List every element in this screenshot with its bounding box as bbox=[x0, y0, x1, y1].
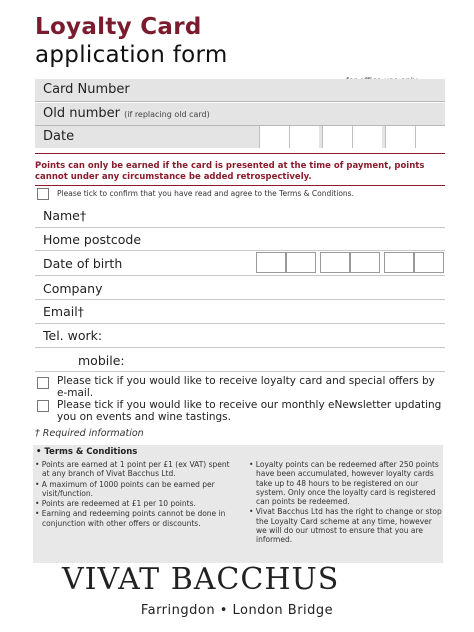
vivat-bacchus-logo: VIVAT BACCHUS bbox=[62, 562, 340, 597]
warning-top-rule bbox=[35, 153, 445, 154]
terms-item: • Points are earned at 1 point per £1 (ex VAT) spent at any branch of Vivat Bacchus Ltd. bbox=[35, 460, 230, 479]
date-digit-box[interactable] bbox=[352, 126, 382, 148]
card-number-label: Card Number bbox=[43, 82, 130, 97]
terms-item: • Earning and redeeming points cannot be done in conjunction with other offers or discounts. bbox=[35, 509, 226, 528]
warning-text: Points can only be earned if the card is presented at the time of payment, points cannot under any circumstance be added retrospectively. bbox=[35, 161, 425, 182]
terms-confirm-label: Please tick to confirm that you have read and agree to the Terms & Conditions. bbox=[57, 189, 354, 198]
date-digit-box[interactable] bbox=[322, 126, 352, 148]
terms-confirm-checkbox[interactable] bbox=[37, 188, 49, 200]
company-field-line[interactable] bbox=[35, 299, 445, 300]
card-number-field[interactable] bbox=[35, 79, 445, 101]
terms-right-column bbox=[248, 460, 444, 546]
postcode-label: Home postcode bbox=[43, 232, 142, 247]
email-field-line[interactable] bbox=[35, 323, 445, 324]
dob-field-line bbox=[35, 275, 445, 276]
company-label: Company bbox=[43, 281, 103, 296]
required-info-note: † Required information bbox=[35, 428, 144, 439]
old-number-field[interactable] bbox=[35, 103, 445, 125]
dob-digit-box[interactable] bbox=[384, 252, 414, 273]
old-number-note: (if replacing old card) bbox=[124, 110, 210, 119]
dob-digit-box[interactable] bbox=[256, 252, 286, 273]
email-offers-checkbox[interactable] bbox=[37, 377, 49, 389]
dob-digit-box[interactable] bbox=[320, 252, 350, 273]
email-offers-label: Please tick if you would like to receive loyalty card and special offers by e-mail. bbox=[57, 375, 435, 399]
branch-locations: Farringdon • London Bridge bbox=[140, 603, 334, 618]
name-label: Name† bbox=[43, 208, 87, 223]
old-number-label: Old number bbox=[43, 106, 120, 121]
office-date-label: Date bbox=[43, 129, 75, 144]
tel-work-label: Tel. work: bbox=[43, 328, 103, 343]
mobile-label: mobile: bbox=[78, 353, 125, 368]
date-digit-box[interactable] bbox=[289, 126, 319, 148]
terms-item: • A maximum of 1000 points can be earned per visit/function. bbox=[35, 479, 215, 498]
newsletter-checkbox[interactable] bbox=[37, 400, 49, 412]
form-title-line1: Loyalty Card bbox=[35, 14, 202, 40]
terms-heading: • Terms & Conditions bbox=[36, 447, 138, 457]
date-digit-box[interactable] bbox=[385, 126, 415, 148]
warning-bottom-rule bbox=[35, 185, 445, 186]
tel-work-field-line[interactable] bbox=[35, 347, 445, 348]
date-digit-box[interactable] bbox=[415, 126, 445, 148]
terms-left-column bbox=[34, 460, 234, 529]
terms-item: • Points are redeemed at £1 per 10 points. bbox=[35, 499, 196, 509]
terms-item: • Loyalty points can be redeemed after 250 points have been accumulated, however loyalty cards take up to 48 hours to be registered on our system. Only once the loyalty card is registered can points be redeemed. bbox=[249, 460, 439, 507]
dob-label: Date of birth bbox=[43, 256, 123, 271]
email-label: Email† bbox=[43, 304, 84, 319]
dob-digit-box[interactable] bbox=[350, 252, 380, 273]
dob-digit-box[interactable] bbox=[286, 252, 316, 273]
date-digit-box[interactable] bbox=[259, 126, 289, 148]
office-date-field[interactable] bbox=[35, 126, 445, 148]
postcode-field-line[interactable] bbox=[35, 250, 445, 251]
name-field-line[interactable] bbox=[35, 227, 445, 228]
terms-item: • Vivat Bacchus Ltd has the right to change or stop the Loyalty Card scheme at any time, however we will do our utmost to ensure that you are informed. bbox=[249, 507, 442, 545]
newsletter-label: Please tick if you would like to receive our monthly eNewsletter updating you on events and wine tastings. bbox=[57, 399, 442, 423]
mobile-field-line[interactable] bbox=[35, 371, 445, 372]
divider bbox=[35, 101, 445, 102]
dob-digit-box[interactable] bbox=[414, 252, 444, 273]
form-title-line2: application form bbox=[35, 42, 228, 68]
